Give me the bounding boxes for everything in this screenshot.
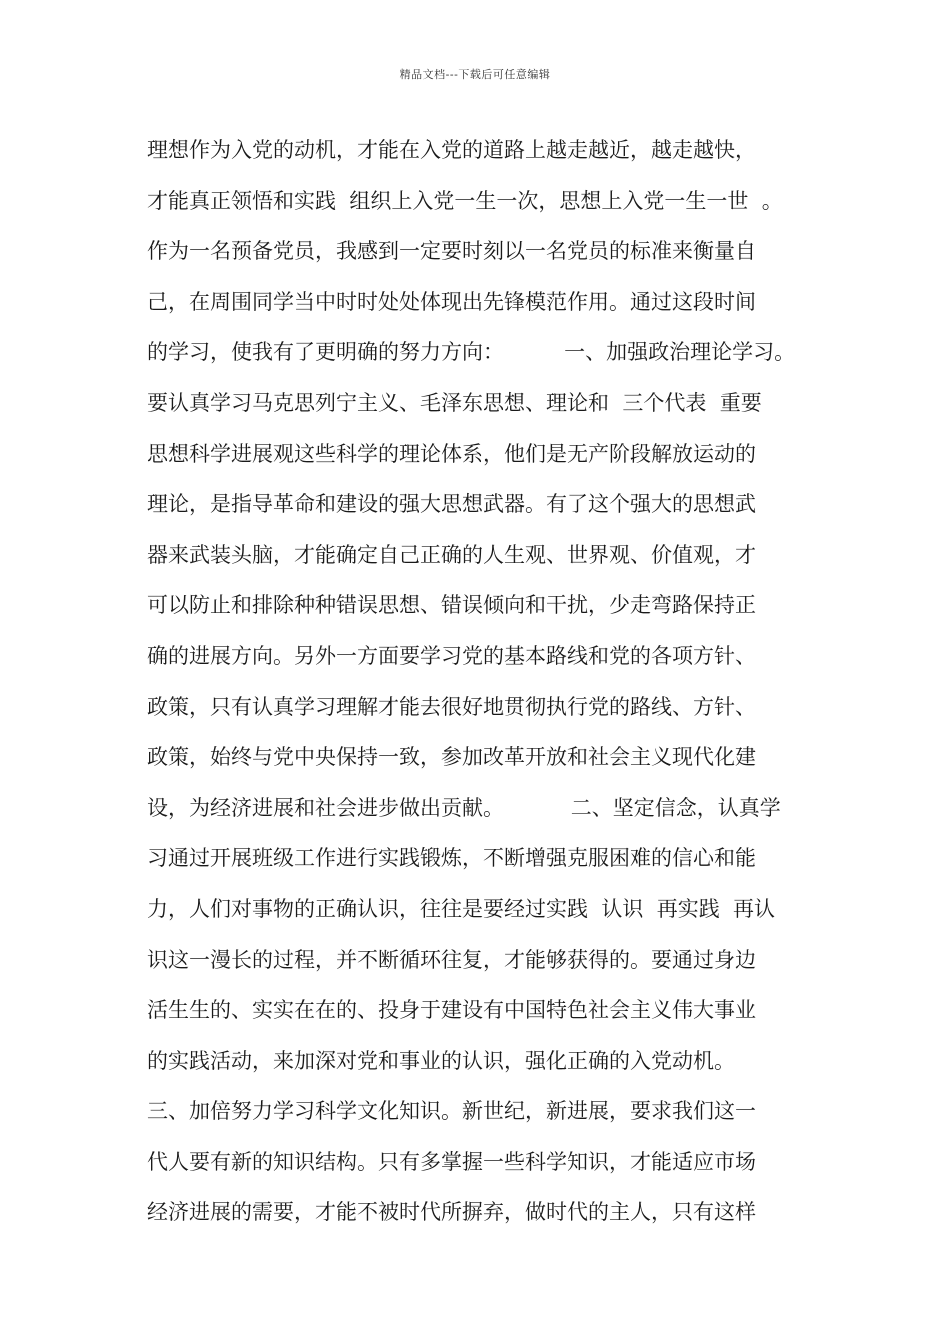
text-line: 理论，是指导革命和建设的强大思想武器。有了这个强大的思想武 xyxy=(147,492,756,517)
text-line: 的学习，使我有了更明确的努力方向： 一、加强政治理论学习。 xyxy=(147,340,796,365)
text-line: 识这一漫长的过程，并不断循环往复，才能够获得的。要通过身边 xyxy=(147,947,756,972)
text-line: 力，人们对事物的正确认识，往往是要经过实践 认识 再实践 再认 xyxy=(147,896,776,921)
text-line: 要认真学习马克思列宁主义、毛泽东思想、理论和 三个代表 重要 xyxy=(147,390,762,415)
text-line: 确的进展方向。另外一方面要学习党的基本路线和党的各项方针、 xyxy=(147,643,756,668)
text-line: 政策，只有认真学习理解才能去很好地贯彻执行党的路线、方针、 xyxy=(147,694,756,719)
text-line: 理想作为入党的动机，才能在入党的道路上越走越近，越走越快， xyxy=(147,138,756,162)
text-line: 政策，始终与党中央保持一致，参加改革开放和社会主义现代化建 xyxy=(147,745,756,770)
text-line: 己，在周围同学当中时时处处体现出先锋模范作用。通过这段时间 xyxy=(147,289,756,314)
text-line: 思想科学进展观这些科学的理论体系，他们是无产阶段解放运动的 xyxy=(147,441,756,466)
page-header: 精品文档---下载后可任意编辑 xyxy=(399,68,551,81)
text-line: 作为一名预备党员，我感到一定要时刻以一名党员的标准来衡量自 xyxy=(147,239,756,264)
text-line: 经济进展的需要，才能不被时代所摒弃，做时代的主人，只有这样 xyxy=(147,1200,756,1225)
document-body xyxy=(147,130,827,1243)
text-line: 活生生的、实实在在的、投身于建设有中国特色社会主义伟大事业 xyxy=(147,998,756,1023)
text-line: 器来武装头脑，才能确定自己正确的人生观、世界观、价值观，才 xyxy=(147,542,756,567)
text-line: 习通过开展班级工作进行实践锻炼，不断增强克服困难的信心和能 xyxy=(147,846,756,871)
text-line: 的实践活动，来加深对党和事业的认识，强化正确的入党动机。 xyxy=(147,1048,735,1073)
text-line: 三、加倍努力学习科学文化知识。新世纪，新进展，要求我们这一 xyxy=(147,1099,756,1124)
text-line: 设，为经济进展和社会进步做出贡献。 二、坚定信念，认真学 xyxy=(147,795,781,820)
text-line: 可以防止和排除种种错误思想、错误倾向和干扰，少走弯路保持正 xyxy=(147,593,756,618)
text-line: 代人要有新的知识结构。只有多掌握一些科学知识，才能适应市场 xyxy=(147,1149,756,1174)
text-line: 才能真正领悟和实践 组织上入党一生一次，思想上入党一生一世 。 xyxy=(147,188,783,213)
